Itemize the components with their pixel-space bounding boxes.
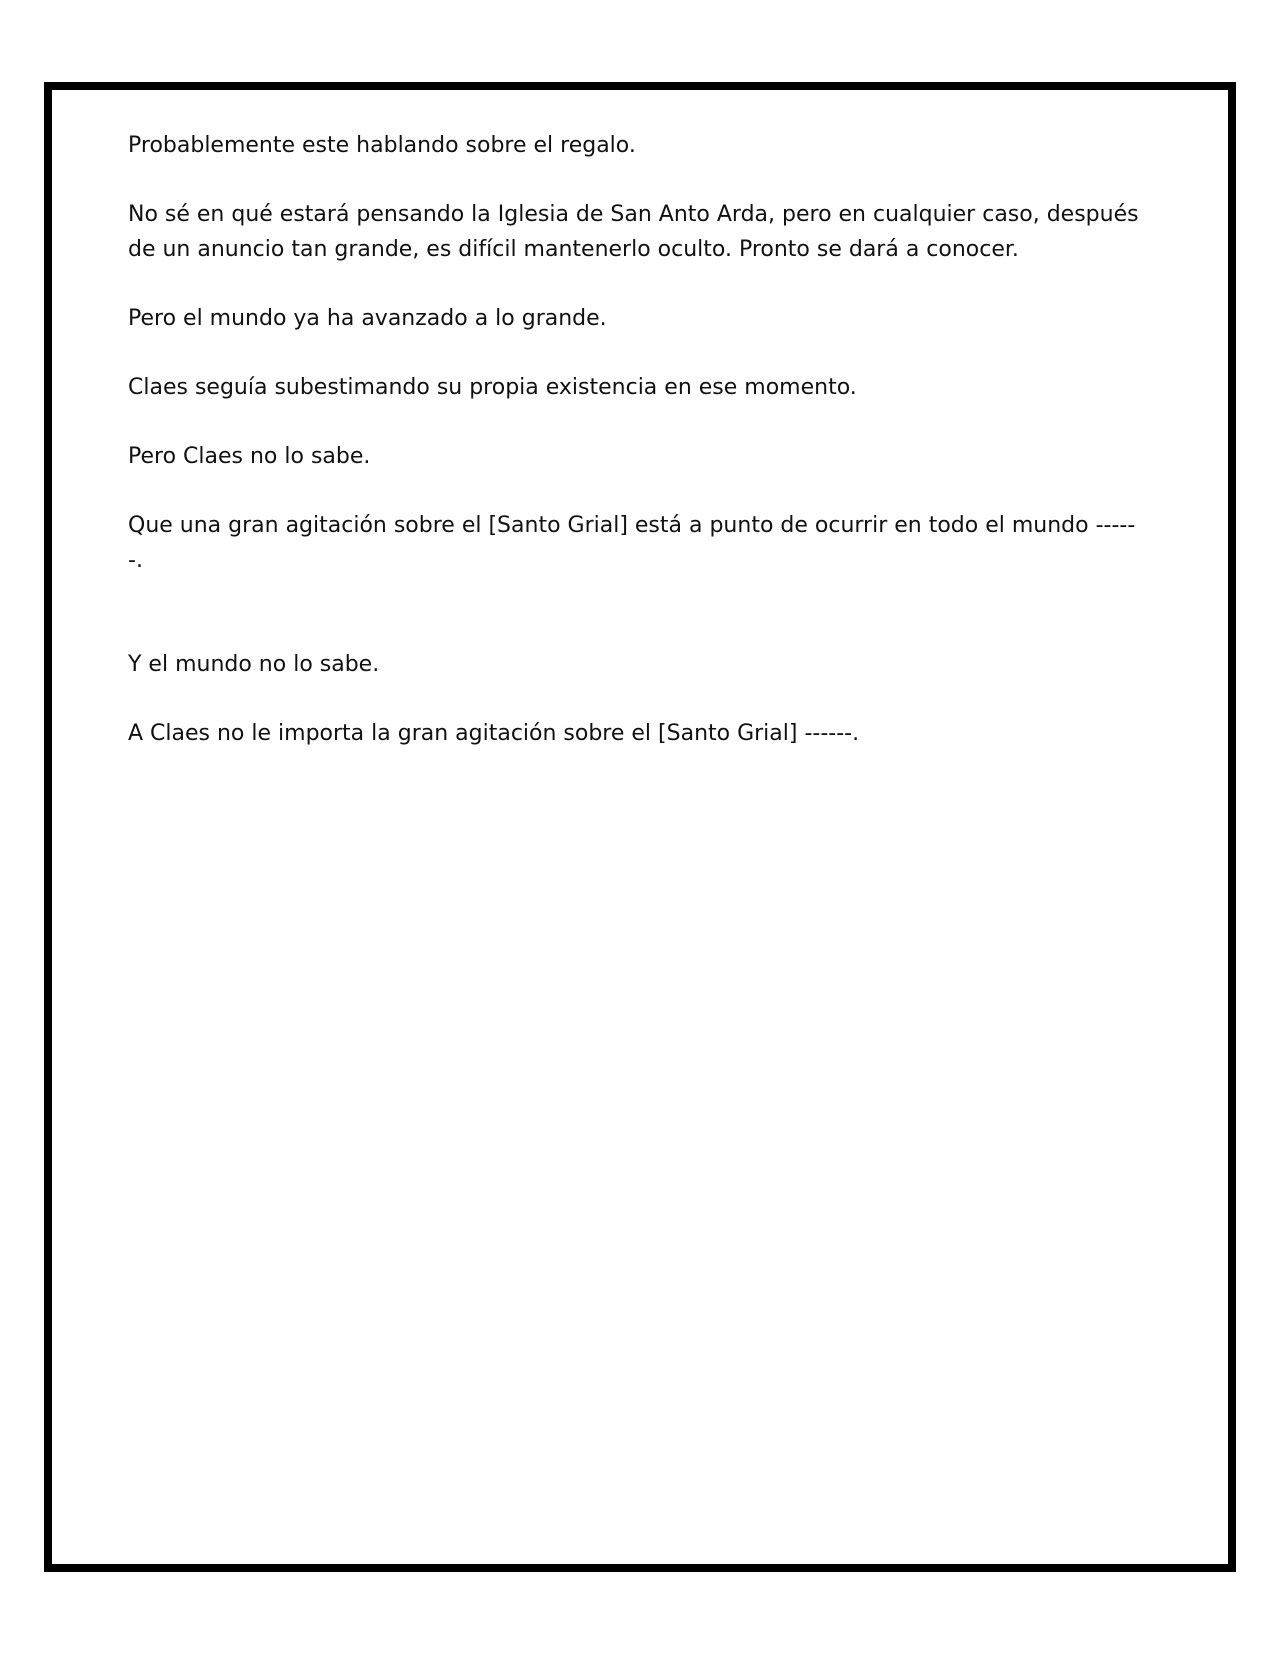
paragraph-7: Y el mundo no lo sabe. bbox=[128, 652, 380, 677]
paragraph-6: Que una gran agitación sobre el [Santo Grial] está a punto de ocurrir en todo el mundo ------. bbox=[128, 513, 1136, 573]
paragraph-3: Pero el mundo ya ha avanzado a lo grande. bbox=[128, 306, 607, 331]
paragraph-1: Probablemente este hablando sobre el regalo. bbox=[128, 133, 636, 158]
paragraph-4: Claes seguía subestimando su propia existencia en ese momento. bbox=[128, 375, 857, 400]
paragraph-5: Pero Claes no lo sabe. bbox=[128, 444, 371, 469]
paragraph-2: No sé en qué estará pensando la Iglesia de San Anto Arda, pero en cualquier caso, después de un anuncio tan grande, es difícil mantenerlo oculto. Pronto se dará a conocer. bbox=[128, 202, 1139, 262]
page-frame bbox=[44, 82, 1236, 1572]
text-body bbox=[128, 128, 1148, 785]
paragraph-8: A Claes no le importa la gran agitación sobre el [Santo Grial] ------. bbox=[128, 721, 860, 746]
